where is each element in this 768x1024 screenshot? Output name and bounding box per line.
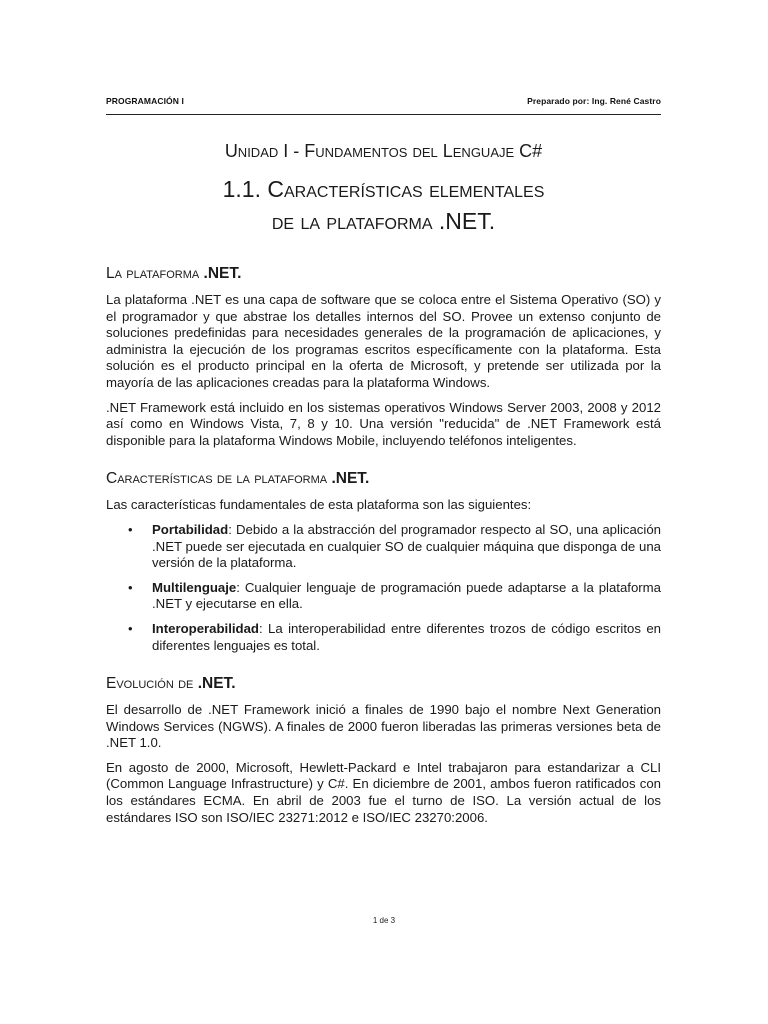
paragraph: El desarrollo de .NET Framework inició a finales de 1990 bajo el nombre Next Generation Windows Services (NGWS). A finales de 2000 fueron liberadas las primeras versiones beta de .NET 1.0. [106,702,661,751]
page-title-line-1: 1.1. Características elementales [222,176,545,202]
section-heading-text: Características de la plataforma [106,470,328,488]
header-course-name: PROGRAMACIÓN I [106,96,184,106]
section-heading-net: .NET. [203,265,242,282]
document-body [106,264,661,846]
page-title-line-2: de la plataforma .NET. [271,208,496,234]
paragraph: .NET Framework está incluido en los sistemas operativos Windows Server 2003, 2008 y 2012 así como en Windows Vista, 7, 8 y 10. Una versión "reducida" de .NET Framework está disponible para la plataforma Windows Mobile, incluyendo teléfonos inteligentes. [106,399,661,448]
page-title [106,173,661,237]
list-item [106,580,661,613]
section-features [106,469,661,654]
feature-term: Interoperabilidad [152,620,259,636]
bullet-icon: • [128,521,133,537]
section-heading-text: Evolución de [106,675,194,693]
running-header [106,96,661,115]
section-heading [106,469,661,489]
bullet-icon: • [128,579,133,595]
paragraph: En agosto de 2000, Microsoft, Hewlett-Packard e Intel trabajaron para estandarizar a CLI (Common Language Infrastructure) y C#. En diciembre de 2001, ambos fueron ratificados con los estándares ECMA. En abril de 2003 fue el turno de ISO. La versión actual de los estándares ISO son ISO/IEC 23271:2012 e ISO/IEC 23270:2006. [106,759,661,825]
feature-list [106,522,661,654]
paragraph: Las características fundamentales de esta plataforma son las siguientes: [106,497,532,513]
list-item [106,621,661,654]
feature-description: : La interoperabilidad entre diferentes trozos de código escritos en diferentes lenguajes es total. [152,620,661,653]
header-author: Preparado por: Ing. René Castro [527,96,661,106]
feature-description: : Debido a la abstracción del programador respecto al SO, una aplicación .NET puede ser ejecutada en cualquier SO de cualquier máquina que disponga de una versión de la plataforma. [152,521,661,571]
section-heading-text: La plataforma [106,265,200,282]
section-heading-net: .NET. [331,470,370,488]
paragraph: La plataforma .NET es una capa de software que se coloca entre el Sistema Operativo (SO) y el programador y que abstrae los detalles internos del SO. Provee un extenso conjunto de soluciones predefinidas para necesidades generales de la programación de aplicaciones, y administra la ejecución de los programas escritos específicamente con la plataforma. Esta solución es el producto principal en la oferta de Microsoft, y pretende ser utilizada por la mayoría de las aplicaciones creadas para la plataforma Windows. [106,292,661,390]
section-heading [106,264,661,284]
section-evolution [106,674,661,826]
feature-term: Multilenguaje [152,579,237,595]
section-heading-net: .NET. [197,675,236,693]
section-heading [106,674,661,694]
bullet-icon: • [128,620,133,636]
feature-description: : Cualquier lenguaje de programación puede adaptarse a la plataforma .NET y ejecutarse en ella. [152,579,661,612]
feature-term: Portabilidad [152,521,229,537]
section-platform [106,264,661,449]
list-item [106,522,661,572]
page-number: 1 de 3 [372,916,396,925]
unit-title: Unidad I - Fundamentos del Lenguaje C# [224,141,543,161]
